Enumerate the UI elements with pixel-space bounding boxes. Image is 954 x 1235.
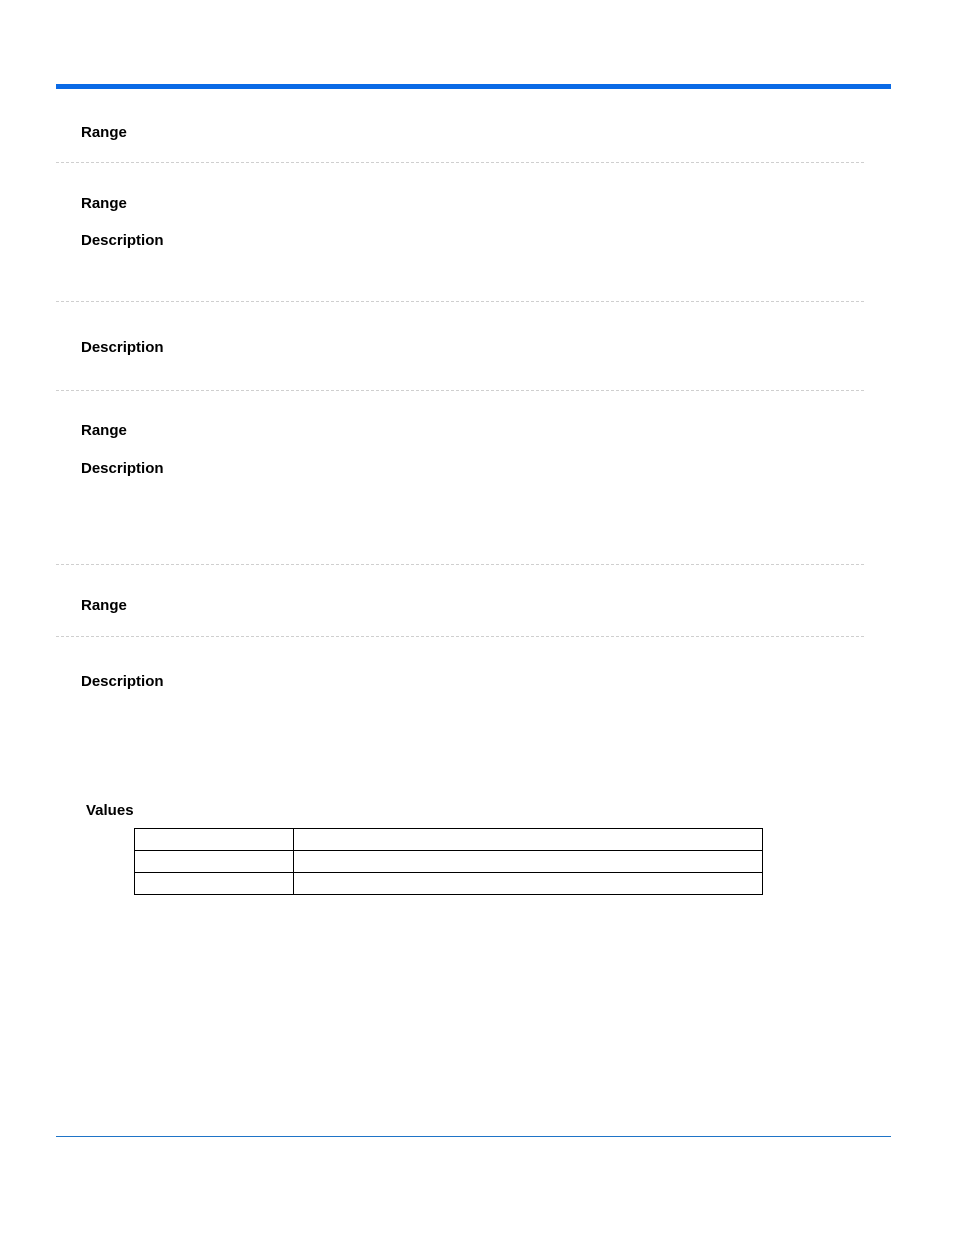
description-label-1: Description bbox=[81, 232, 164, 249]
header-rule bbox=[56, 84, 891, 89]
section-divider-4 bbox=[56, 564, 864, 565]
table-cell bbox=[135, 851, 294, 873]
range-label-2: Range bbox=[81, 195, 127, 212]
section-divider-3 bbox=[56, 390, 864, 391]
description-label-2: Description bbox=[81, 339, 164, 356]
values-table bbox=[134, 828, 763, 895]
table-cell bbox=[294, 829, 763, 851]
description-label-4: Description bbox=[81, 673, 164, 690]
range-label-1: Range bbox=[81, 124, 127, 141]
section-divider-1 bbox=[56, 162, 864, 163]
footer-rule bbox=[56, 1136, 891, 1137]
range-label-3: Range bbox=[81, 422, 127, 439]
section-divider-5 bbox=[56, 636, 864, 637]
table-row bbox=[135, 873, 763, 895]
table-row bbox=[135, 829, 763, 851]
table-cell bbox=[135, 873, 294, 895]
range-label-4: Range bbox=[81, 597, 127, 614]
table-cell bbox=[294, 851, 763, 873]
table-row bbox=[135, 851, 763, 873]
table-cell bbox=[135, 829, 294, 851]
values-label: Values bbox=[86, 802, 134, 819]
table-cell bbox=[294, 873, 763, 895]
description-label-3: Description bbox=[81, 460, 164, 477]
section-divider-2 bbox=[56, 301, 864, 302]
